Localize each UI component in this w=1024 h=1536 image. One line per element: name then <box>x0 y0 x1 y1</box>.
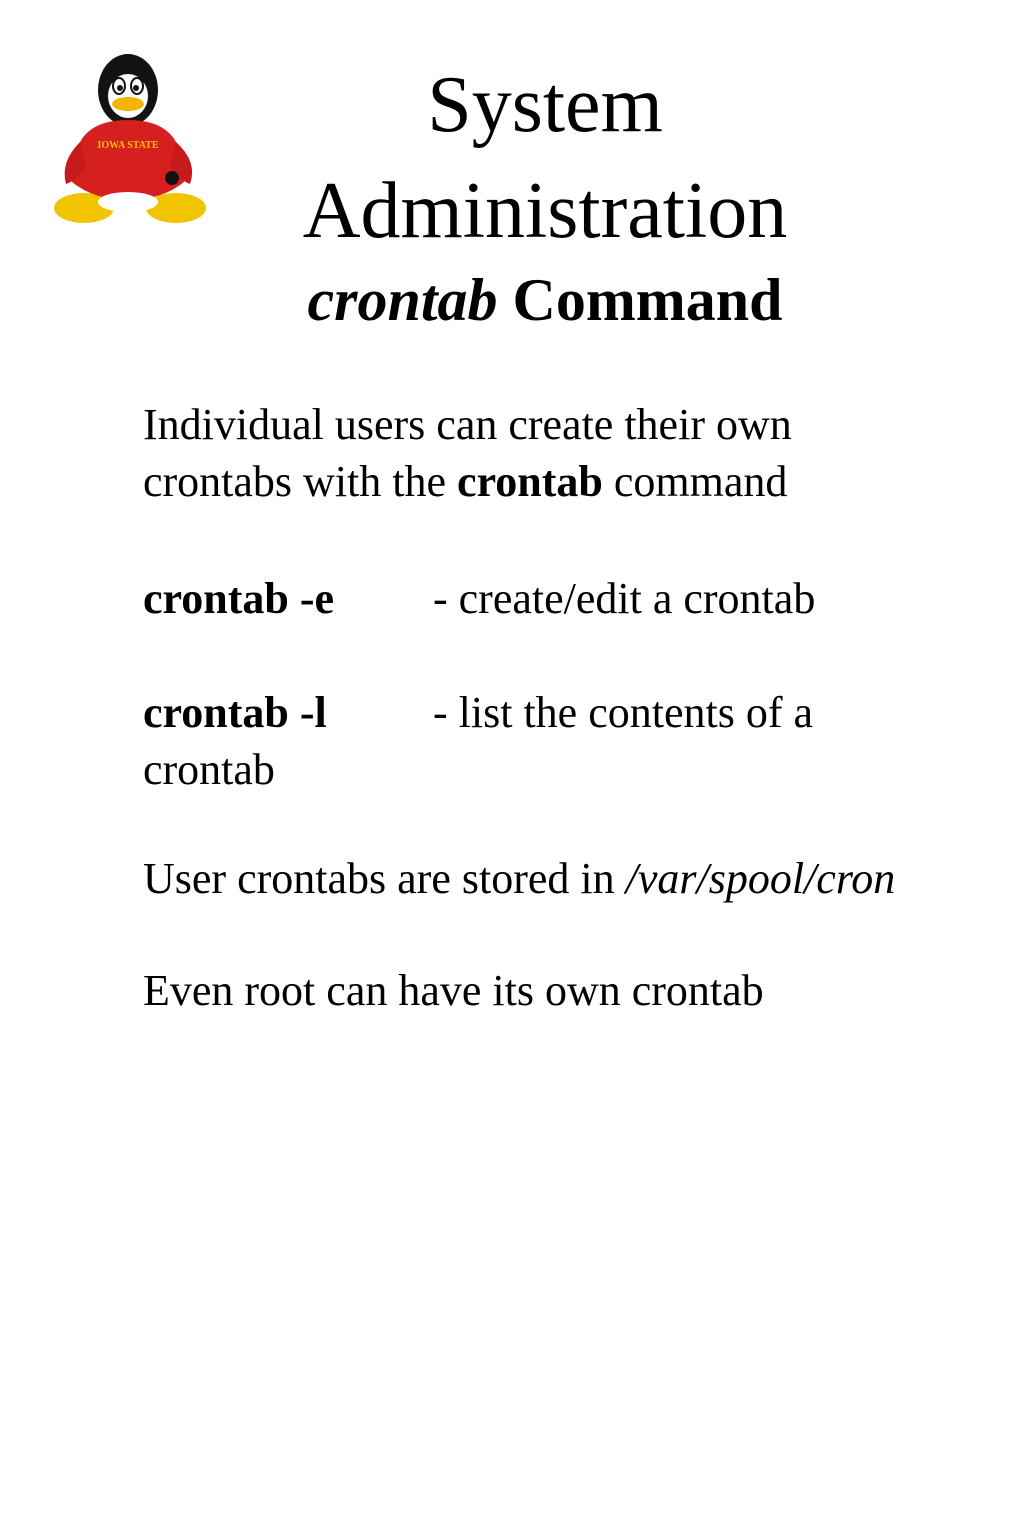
tux-penguin-icon <box>52 52 208 232</box>
right-pupil <box>133 85 139 91</box>
root-note: Even root can have its own crontab <box>143 966 764 1015</box>
command-list-name: crontab -l <box>143 688 327 737</box>
command-edit-name: crontab -e <box>143 574 335 623</box>
penguin-belly <box>98 192 158 212</box>
intro-line-2-start: crontabs with the <box>143 457 458 506</box>
storage-path: /var/spool/cron <box>625 854 896 903</box>
right-foot <box>146 193 206 223</box>
command-list-description-wrap: crontab <box>143 745 275 794</box>
shirt-text: IOWA STATE <box>97 140 159 151</box>
command-list-description: - list the contents of a <box>433 688 814 737</box>
storage-text: User crontabs are stored in <box>143 854 626 903</box>
storage-paragraph <box>143 850 895 907</box>
command-edit <box>143 570 815 627</box>
intro-line-2 <box>143 453 792 510</box>
beak <box>112 97 144 111</box>
slide-title <box>200 52 890 340</box>
subtitle <box>200 260 890 340</box>
subtitle-command: crontab <box>307 267 498 333</box>
title-line-2: Administration <box>302 167 788 255</box>
command-edit-description: - create/edit a crontab <box>433 574 816 623</box>
flipper <box>165 171 179 185</box>
command-list <box>143 684 813 798</box>
left-pupil <box>117 85 123 91</box>
intro-line-2-end: command <box>602 457 788 506</box>
red-sweatshirt <box>72 120 184 200</box>
intro-line-2-bold: crontab <box>457 457 603 506</box>
subtitle-rest: Command <box>497 267 783 333</box>
intro-line-1: Individual users can create their own <box>143 400 792 449</box>
tux-penguin-logo <box>52 52 208 232</box>
title-line-1: System <box>427 61 663 149</box>
intro-paragraph <box>143 396 792 510</box>
